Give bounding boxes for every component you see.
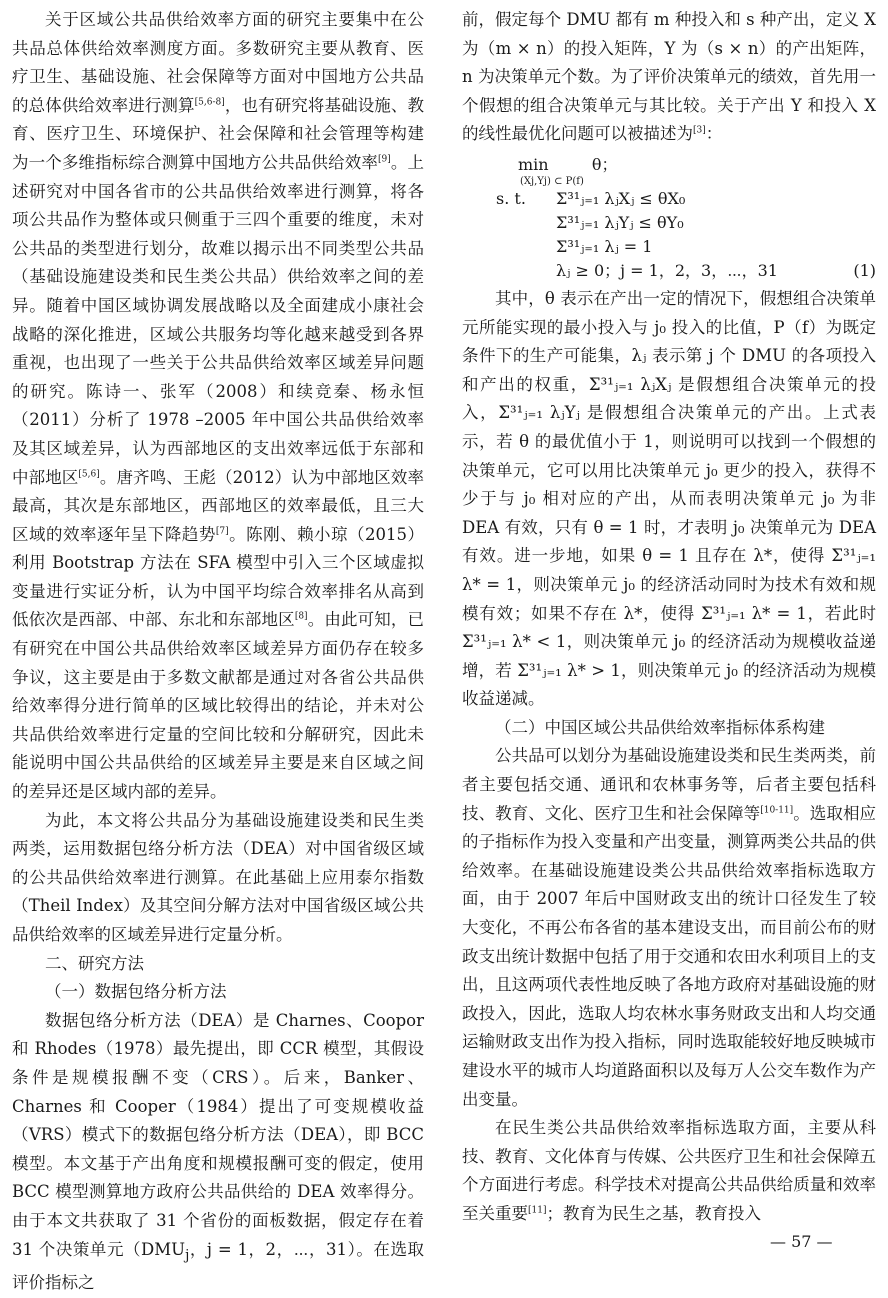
paragraph-purpose: 为此，本文将公共品分为基础设施建设类和民生类两类，运用数据包络分析方法（DEA）对中国省级区域的公共品供给效率进行测算。在此基础上应用泰尔指数（Theil Index）及其空间分解方法对中国省级区域公共品供给效率的区域差异进行定量分析。 bbox=[12, 810, 424, 944]
equation-constraint-4: λⱼ ≥ 0；j = 1，2，3，⋯，31 (1) bbox=[462, 259, 876, 283]
page-number: — 57 — bbox=[770, 1232, 833, 1251]
right-column bbox=[462, 6, 876, 1229]
subsection-heading-indicators: （二）中国区域公共品供给效率指标体系构建 bbox=[495, 717, 825, 737]
equation-number: (1) bbox=[853, 260, 876, 280]
left-column bbox=[12, 6, 424, 1298]
citation: [3] bbox=[693, 125, 706, 136]
equation-constraint-3: Σ³¹ⱼ₌₁ λⱼ = 1 bbox=[556, 236, 653, 256]
paragraph-livelihood-indicators: 在民生类公共品供给效率指标选取方面，主要从科技、教育、文化体育与传媒、公共医疗卫生和社会保障五个方面进行考虑。科学技术对提高公共品供给质量和效率至关重要[11]；教育为民生之基，教育投入 bbox=[462, 1118, 876, 1223]
paragraph-dea-setup: 前，假定每个 DMU 都有 m 种投入和 s 种产出，定义 X 为（m × n）的投入矩阵，Y 为（s × n）的产出矩阵，n 为决策单元个数。为了评价决策单元的绩效，首先用一个假想的组合决策单元与其比较。关于产出 Y 和投入 X 的线性最优化问题可以被描述为[3]： bbox=[462, 10, 876, 144]
citation: [7] bbox=[215, 526, 229, 537]
paragraph-literature-review: 关于区域公共品供给效率方面的研究主要集中在公共品总体供给效率测度方面。多数研究主要从教育、医疗卫生、基础设施、社会保障等方面对中国地方公共品的总体供给效率进行测算[5,6-8]，也有研究将基础设施、教育、医疗卫生、环境保护、社会保障和社会管理等构建为一个多维指标综合测算中国地方公共品供给效率[9]。上述研究对中国各省市的公共品供给效率进行测算，将各项公共品作为整体或只侧重于三四个重要的维度，未对公共品的类型进行划分，故难以揭示出不同类型公共品（基础设施建设类和民生类公共品）供给效率之间的差异。随着中国区域协调发展战略以及全面建成小康社会战略的深化推进，区域公共服务均等化越来越受到各界重视，也出现了一些关于公共品供给效率区域差异问题的研究。陈诗一、张军（2008）和续竞秦、杨永恒（2011）分析了 1978 –2005 年中国公共品供给效率及其区域差异，认为西部地区的支出效率远低于东部和中部地区[5,6]。唐齐鸣、王彪（2012）认为中部地区效率最高，其次是东部地区，西部地区的效率最低，且三大区域的效率逐年呈下降趋势[7]。陈刚、赖小琼（2015）利用 Bootstrap 方法在 SFA 模型中引入三个区域虚拟变量进行实证分析，认为中国平均综合效率排名从高到低依次是西部、中部、东北和东部地区[8]。由此可知，已有研究在中国公共品供给效率区域差异方面仍存在较多争议，这主要是由于多数文献都是通过对各省公共品供给效率得分进行简单的区域比较得出的结论，并未对公共品供给效率进行定量的空间比较和分解研究，因此未能说明中国公共品供给的区域差异主要是来自区域之间的差异还是区域内部的差异。 bbox=[12, 10, 425, 802]
subsection-heading-dea: （一）数据包络分析方法 bbox=[45, 982, 227, 1002]
equation-constraint-1: s. t. Σ³¹ⱼ₌₁ λⱼXⱼ ≤ θX₀ bbox=[496, 188, 686, 208]
equation-1 bbox=[462, 153, 876, 283]
citation: [9] bbox=[377, 154, 391, 165]
paragraph-dea-interpretation: 其中，θ 表示在产出一定的情况下，假想组合决策单元所能实现的最小投入与 j₀ 投入的比值，P（f）为既定条件下的生产可能集，λⱼ 表示第 j 个 DMU 的各项投入和产出的权重，Σ³¹ⱼ₌₁ λⱼXⱼ 是假想组合决策单元的投入，Σ³¹ⱼ₌₁ λⱼYⱼ 是假想组合决策单元的产出。上式表示，若 θ 的最优值小于 1，则说明可以找到一个假想的决策单元，它可以用比决策单元 j₀ 更少的投入，获得不少于与 j₀ 相对应的产出，从而表明决策单元 j₀ 为非 DEA 有效，只有 θ = 1 时，才表明 j₀ 决策单元为 DEA 有效。进一步地，如果 θ = 1 且存在 λ*，使得 Σ³¹ⱼ₌₁ λ* = 1，则决策单元 j₀ 的经济活动同时为技术有效和规模有效；如果不存在 λ*，使得 Σ³¹ⱼ₌₁ λ* = 1，若此时 Σ³¹ⱼ₌₁ λ* < 1，则决策单元 j₀ 的经济活动为规模收益递增，若 Σ³¹ⱼ₌₁ λ* > 1，则决策单元 j₀ 的经济活动为规模收益递减。 bbox=[462, 288, 876, 709]
citation: [10-11] bbox=[760, 805, 794, 816]
citation: [5,6-8] bbox=[194, 97, 225, 108]
citation: [11] bbox=[528, 1205, 547, 1216]
section-heading-methods: 二、研究方法 bbox=[45, 953, 144, 973]
paragraph-infrastructure-indicators: 公共品可以划分为基础设施建设类和民生类两类，前者主要包括交通、通讯和农林事务等，后者主要包括科技、教育、文化、医疗卫生和社会保障等[10-11]。选取相应的子指标作为投入变量和产出变量，测算两类公共品的供给效率。在基础设施建设类公共品供给效率指标选取方面，由于 2007 年后中国财政支出的统计口径发生了较大变化，不再公布各省的基本建设支出，而目前公布的财政支出统计数据中包括了用于交通和农田水利项目上的支出，且这两项代表性地反映了各地方政府对基础设施的财政投入，因此，选取人均农林水事务财政支出和人均交通运输财政支出作为投入指标，同时选取能较好地反映城市建设水平的城市人均道路面积以及每万人公交车数作为产出变量。 bbox=[462, 746, 877, 1109]
equation-constraint-2: Σ³¹ⱼ₌₁ λⱼYⱼ ≤ θY₀ bbox=[556, 212, 684, 232]
citation: [8] bbox=[294, 611, 308, 622]
citation: [5,6] bbox=[78, 469, 100, 479]
equation-objective: min (Xj,Yj) ⊂ P(f) θ； bbox=[518, 154, 618, 187]
paragraph-dea-method: 数据包络分析方法（DEA）是 Charnes、Coopor 和 Rhodes（1978）最先提出，即 CCR 模型，其假设条件是规模报酬不变（CRS）。后来，Banker、Charnes 和 Cooper（1984）提出了可变规模收益（VRS）模式下的数据包络分析方法（DEA），即 BCC 模型。本文基于产出角度和规模报酬可变的假定，使用 BCC 模型测算地方政府公共品供给的 DEA 效率得分。由于本文共获取了 31 个省份的面板数据，假定存在着 31 个决策单元（$DMU_j$，j = 1，2，⋯，31）。在选取评价指标之 bbox=[12, 1010, 424, 1293]
